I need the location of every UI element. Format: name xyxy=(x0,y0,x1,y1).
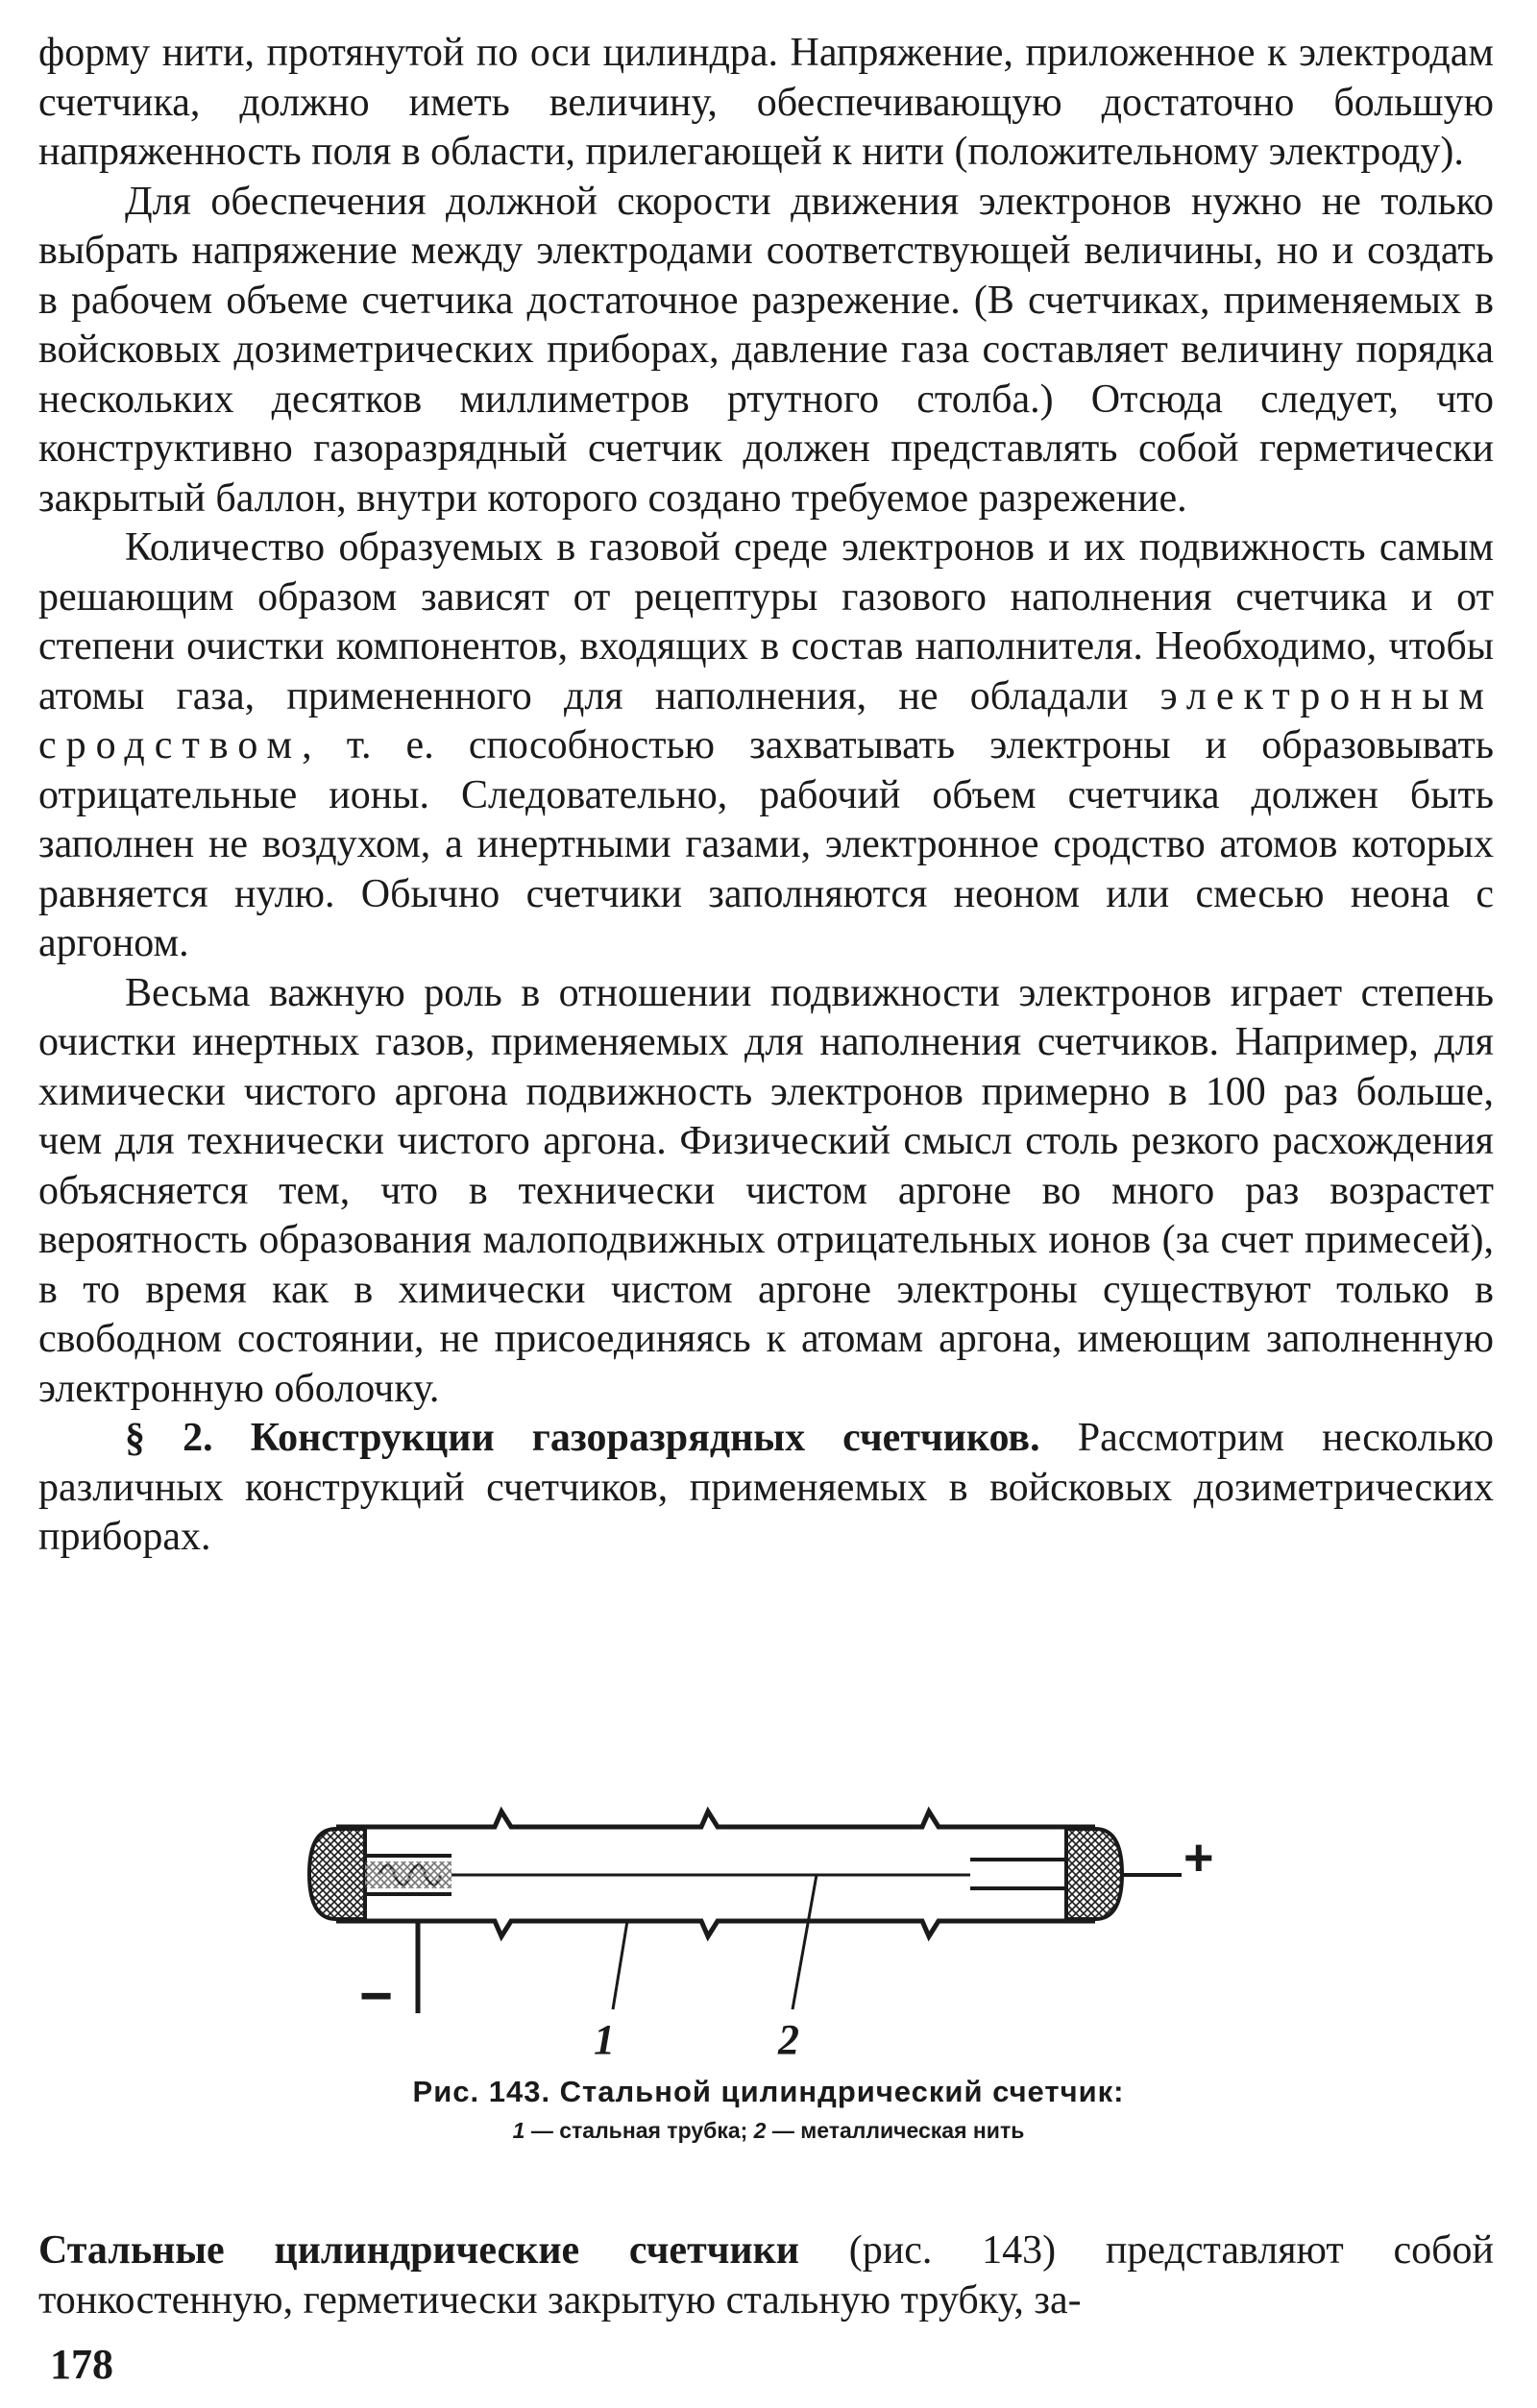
bottom-paragraph xyxy=(38,2226,1494,2325)
legend-num-2: 2 xyxy=(753,2118,767,2143)
page-number: 178 xyxy=(50,2341,113,2388)
section-text: Рассмотрим несколько различных конструкций счетчиков, применяемых в войсковых дозиметрических приборах. xyxy=(38,1416,1495,1559)
bottom-paragraph-text xyxy=(38,2226,1494,2325)
tube-top-wall xyxy=(336,1812,1095,1827)
legend-text-1: — стальная трубка; xyxy=(525,2118,754,2143)
legend-num-1: 1 xyxy=(512,2118,525,2143)
right-insulator-cap xyxy=(1066,1829,1122,1919)
emphasis-electron-affinity: электронным сродством xyxy=(38,673,1494,767)
paragraph-1: форму нити, протянутой по оси цилиндра. Напряжение, приложенное к электродам счетчика, должно иметь величину, обеспечивающую достаточно большую напряженность поля в области, прилегающей к нити (положительному электроду). xyxy=(38,31,1494,174)
section-paragraph xyxy=(38,1414,1494,1563)
tube-bottom-wall xyxy=(336,1921,1095,1936)
paragraph-2: Для обеспечения должной скорости движения электронов нужно не только выбрать напряжение между электродами соответствующей величины, но и создать в рабочем объеме счетчика достаточное разрежение. (В счетчиках, применяемых в войсковых дозиметрических приборах, давление газа составляет величину порядка нескольких десятков миллиметров ртутного столба.) Отсюда следует, что конструктивно газоразрядный счетчик должен представлять собой герметически закрытый баллон, внутри которого создано требуемое разрежение. xyxy=(38,179,1494,521)
bottom-rest: (рис. 143) представляют собой тонкостенную, герметически закрытую стальную трубку, за- xyxy=(38,2228,1494,2323)
section-heading: § 2. Конструкции газоразрядных счетчиков. xyxy=(125,1416,1040,1460)
leader-1 xyxy=(613,1921,627,2009)
bottom-bold-term: Стальные цилиндрические счетчики xyxy=(38,2228,799,2273)
leader-2 xyxy=(793,1875,817,2009)
main-text xyxy=(38,29,1494,1563)
legend-text-2: — металлическая нить xyxy=(766,2118,1025,2143)
minus-label: − xyxy=(359,1963,394,2028)
paragraph-3-start: Количество образуемых в газовой среде электронов и их подвижность самым решающим образом зависят от рецептуры газового наполнения счетчика и от степени очистки компонентов, входящих в состав наполнителя. Необходимо, чтобы атомы газа, примененного для наполнения, не обладали xyxy=(38,525,1494,718)
paragraph-3 xyxy=(38,523,1494,969)
right-clamp xyxy=(970,1860,1066,1888)
figure-caption-title: Рис. 143. Стальной цилиндрический счетчик: xyxy=(412,2075,1125,2108)
paragraph-4: Весьма важную роль в отношении подвижности электронов играет степень очистки инертных газов, применяемых для наполнения счетчиков. Например, для химически чистого аргона подвижность электронов примерно в 100 раз больше, чем для технически чистого аргона. Физический смысл столь резкого расхождения объясняется тем, что в технически чистом аргоне во много раз возрастет вероятность образования малоподвижных отрицательных ионов (за счет примесей), в то время как в химически чистом аргоне электроны существуют только в свободном состоянии, не присоединяясь к атомам аргона, имеющим заполненную электронную оболочку. xyxy=(38,970,1494,1411)
paragraph-3-end: , т. е. способностью захватывать электроны и образовывать отрицательные ионы. Следовательно, рабочий объем счетчика должен быть заполнен не воздухом, а инертными газами, электронное сродство атомов которых равняется нулю. Обычно счетчики заполняются неоном или смесью неона с аргоном. xyxy=(38,723,1494,965)
label-1: 1 xyxy=(594,2016,615,2063)
label-2: 2 xyxy=(778,2016,799,2063)
counter-diagram xyxy=(307,1806,1249,2075)
left-insulator-cap xyxy=(309,1829,365,1919)
plus-label: + xyxy=(1183,1829,1214,1886)
figure-caption-legend xyxy=(0,2118,1537,2144)
